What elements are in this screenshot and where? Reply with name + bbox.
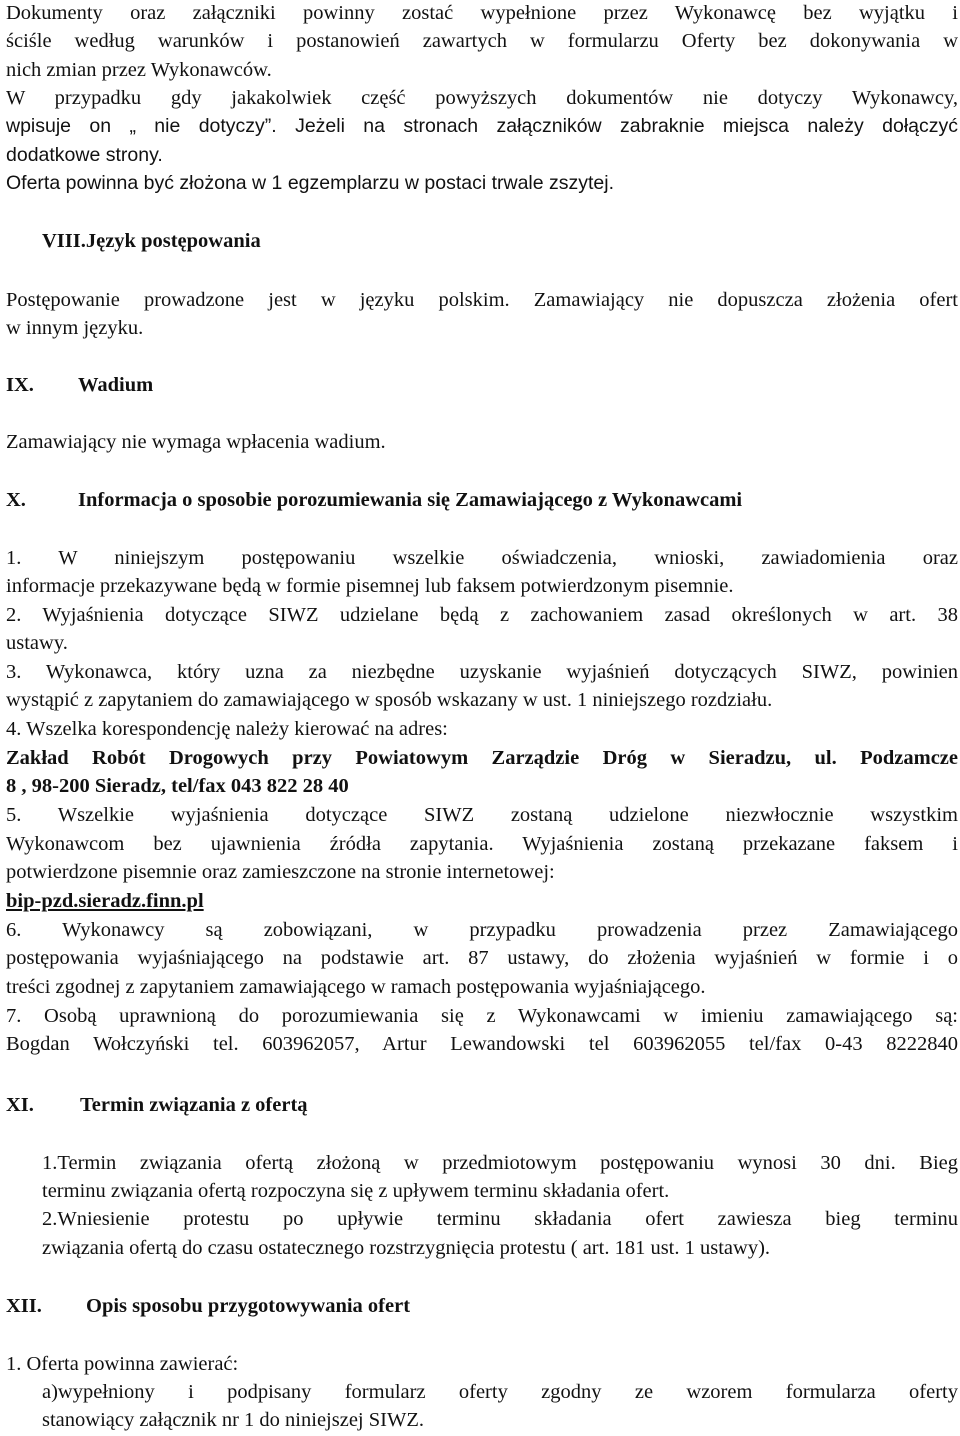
s12-line-3: stanowiący załącznik nr 1 do niniejszej SIWZ. — [42, 1409, 424, 1431]
section-ix-title: Wadium — [78, 374, 154, 396]
s10-address-line-2: 8 , 98-200 Sieradz, tel/fax 043 822 28 40 — [6, 775, 349, 797]
website-link[interactable]: bip-pzd.sieradz.finn.pl — [6, 890, 204, 912]
intro-line-6: dodatkowe strony. — [6, 144, 163, 166]
intro-line-3: nich zmian przez Wykonawców. — [6, 59, 272, 81]
s10-p5-line-2: Wykonawcom bez ujawnienia źródła zapytania. Wyjaśnienia zostaną przekazane faksem i — [6, 833, 958, 855]
s10-p2-line-2: ustawy. — [6, 632, 68, 654]
s11-p1-line-2: terminu związania ofertą rozpoczyna się z upływem terminu składania ofert. — [42, 1180, 670, 1202]
s10-p6-line-3: treści zgodnej z zapytaniem zamawiającego w ramach postępowania wyjaśniającego. — [6, 976, 706, 998]
s12-line-2: a)wypełniony i podpisany formularz oferty zgodny ze wzorem formularza oferty — [42, 1381, 958, 1403]
section-xii-title: Opis sposobu przygotowywania ofert — [86, 1295, 411, 1317]
s10-p2-line-1: 2. Wyjaśnienia dotyczące SIWZ udzielane będą z zachowaniem zasad określonych w art. 38 — [6, 604, 958, 626]
intro-line-4: W przypadku gdy jakakolwiek część powyższych dokumentów nie dotyczy Wykonawcy, — [6, 87, 958, 109]
s10-p5-line-3: potwierdzone pisemnie oraz zamieszczone na stronie internetowej: — [6, 861, 555, 883]
s11-p2-line-2: związania ofertą do czasu ostatecznego rozstrzygnięcia protestu ( art. 181 ust. 1 ustawy). — [42, 1237, 771, 1259]
intro-line-2: ściśle według warunków i postanowień zawartych w formularzu Oferty bez dokonywania w — [6, 30, 958, 52]
section-viii-heading: VIII.Język postępowania — [42, 230, 261, 252]
s9-line-1: Zamawiający nie wymaga wpłacenia wadium. — [6, 431, 386, 453]
intro-line-7: Oferta powinna być złożona w 1 egzemplarzu w postaci trwale zszytej. — [6, 172, 615, 194]
s8-line-2: w innym języku. — [6, 317, 144, 339]
s10-p4-line-1: 4. Wszelka korespondencję należy kierować na adres: — [6, 718, 448, 740]
s10-address-line-1: Zakład Robót Drogowych przy Powiatowym Zarządzie Dróg w Sieradzu, ul. Podzamcze — [6, 747, 958, 769]
s10-p5-line-1: 5. Wszelkie wyjaśnienia dotyczące SIWZ zostaną udzielone niezwłocznie wszystkim — [6, 804, 958, 826]
section-xi-number: XI. — [6, 1094, 34, 1116]
s10-p1-line-2: informacje przekazywane będą w formie pisemnej lub faksem potwierdzonym pisemnie. — [6, 575, 734, 597]
s10-p3-line-1: 3. Wykonawca, który uzna za niezbędne uzyskanie wyjaśnień dotyczących SIWZ, powinien — [6, 661, 958, 683]
section-xi-title: Termin związania z ofertą — [80, 1094, 308, 1116]
s10-p7-line-1: 7. Osobą uprawnioną do porozumiewania się z Wykonawcami w imieniu zamawiającego są: — [6, 1005, 958, 1027]
s8-line-1: Postępowanie prowadzone jest w języku polskim. Zamawiający nie dopuszcza złożenia ofert — [6, 289, 958, 311]
intro-line-1: Dokumenty oraz załączniki powinny zostać wypełnione przez Wykonawcę bez wyjątku i — [6, 2, 958, 24]
section-ix-number: IX. — [6, 374, 34, 396]
section-xii-number: XII. — [6, 1295, 42, 1317]
s10-p1-line-1: 1. W niniejszym postępowaniu wszelkie oświadczenia, wnioski, zawiadomienia oraz — [6, 547, 958, 569]
s11-p1-line-1: 1.Termin związania ofertą złożoną w przedmiotowym postępowaniu wynosi 30 dni. Bieg — [42, 1152, 958, 1174]
s10-p3-line-2: wystąpić z zapytaniem do zamawiającego w sposób wskazany w ust. 1 niniejszego rozdziału. — [6, 689, 773, 711]
s10-p6-line-2: postępowania wyjaśniającego na podstawie art. 87 ustawy, do złożenia wyjaśnień w formie i o — [6, 947, 958, 969]
s10-p7-line-2: Bogdan Wołczyński tel. 603962057, Artur Lewandowski tel 603962055 tel/fax 0-43 8222840 — [6, 1033, 958, 1055]
intro-line-5: wpisuje on „ nie dotyczy”. Jeżeli na stronach załączników zabraknie miejsca należy dołączyć — [6, 115, 958, 137]
s10-p6-line-1: 6. Wykonawcy są zobowiązani, w przypadku prowadzenia przez Zamawiającego — [6, 919, 958, 941]
s12-line-1: 1. Oferta powinna zawierać: — [6, 1353, 239, 1375]
section-x-number: X. — [6, 489, 26, 511]
s11-p2-line-1: 2.Wniesienie protestu po upływie terminu składania ofert zawiesza bieg terminu — [42, 1208, 958, 1230]
section-x-title: Informacja o sposobie porozumiewania się Zamawiającego z Wykonawcami — [78, 489, 743, 511]
